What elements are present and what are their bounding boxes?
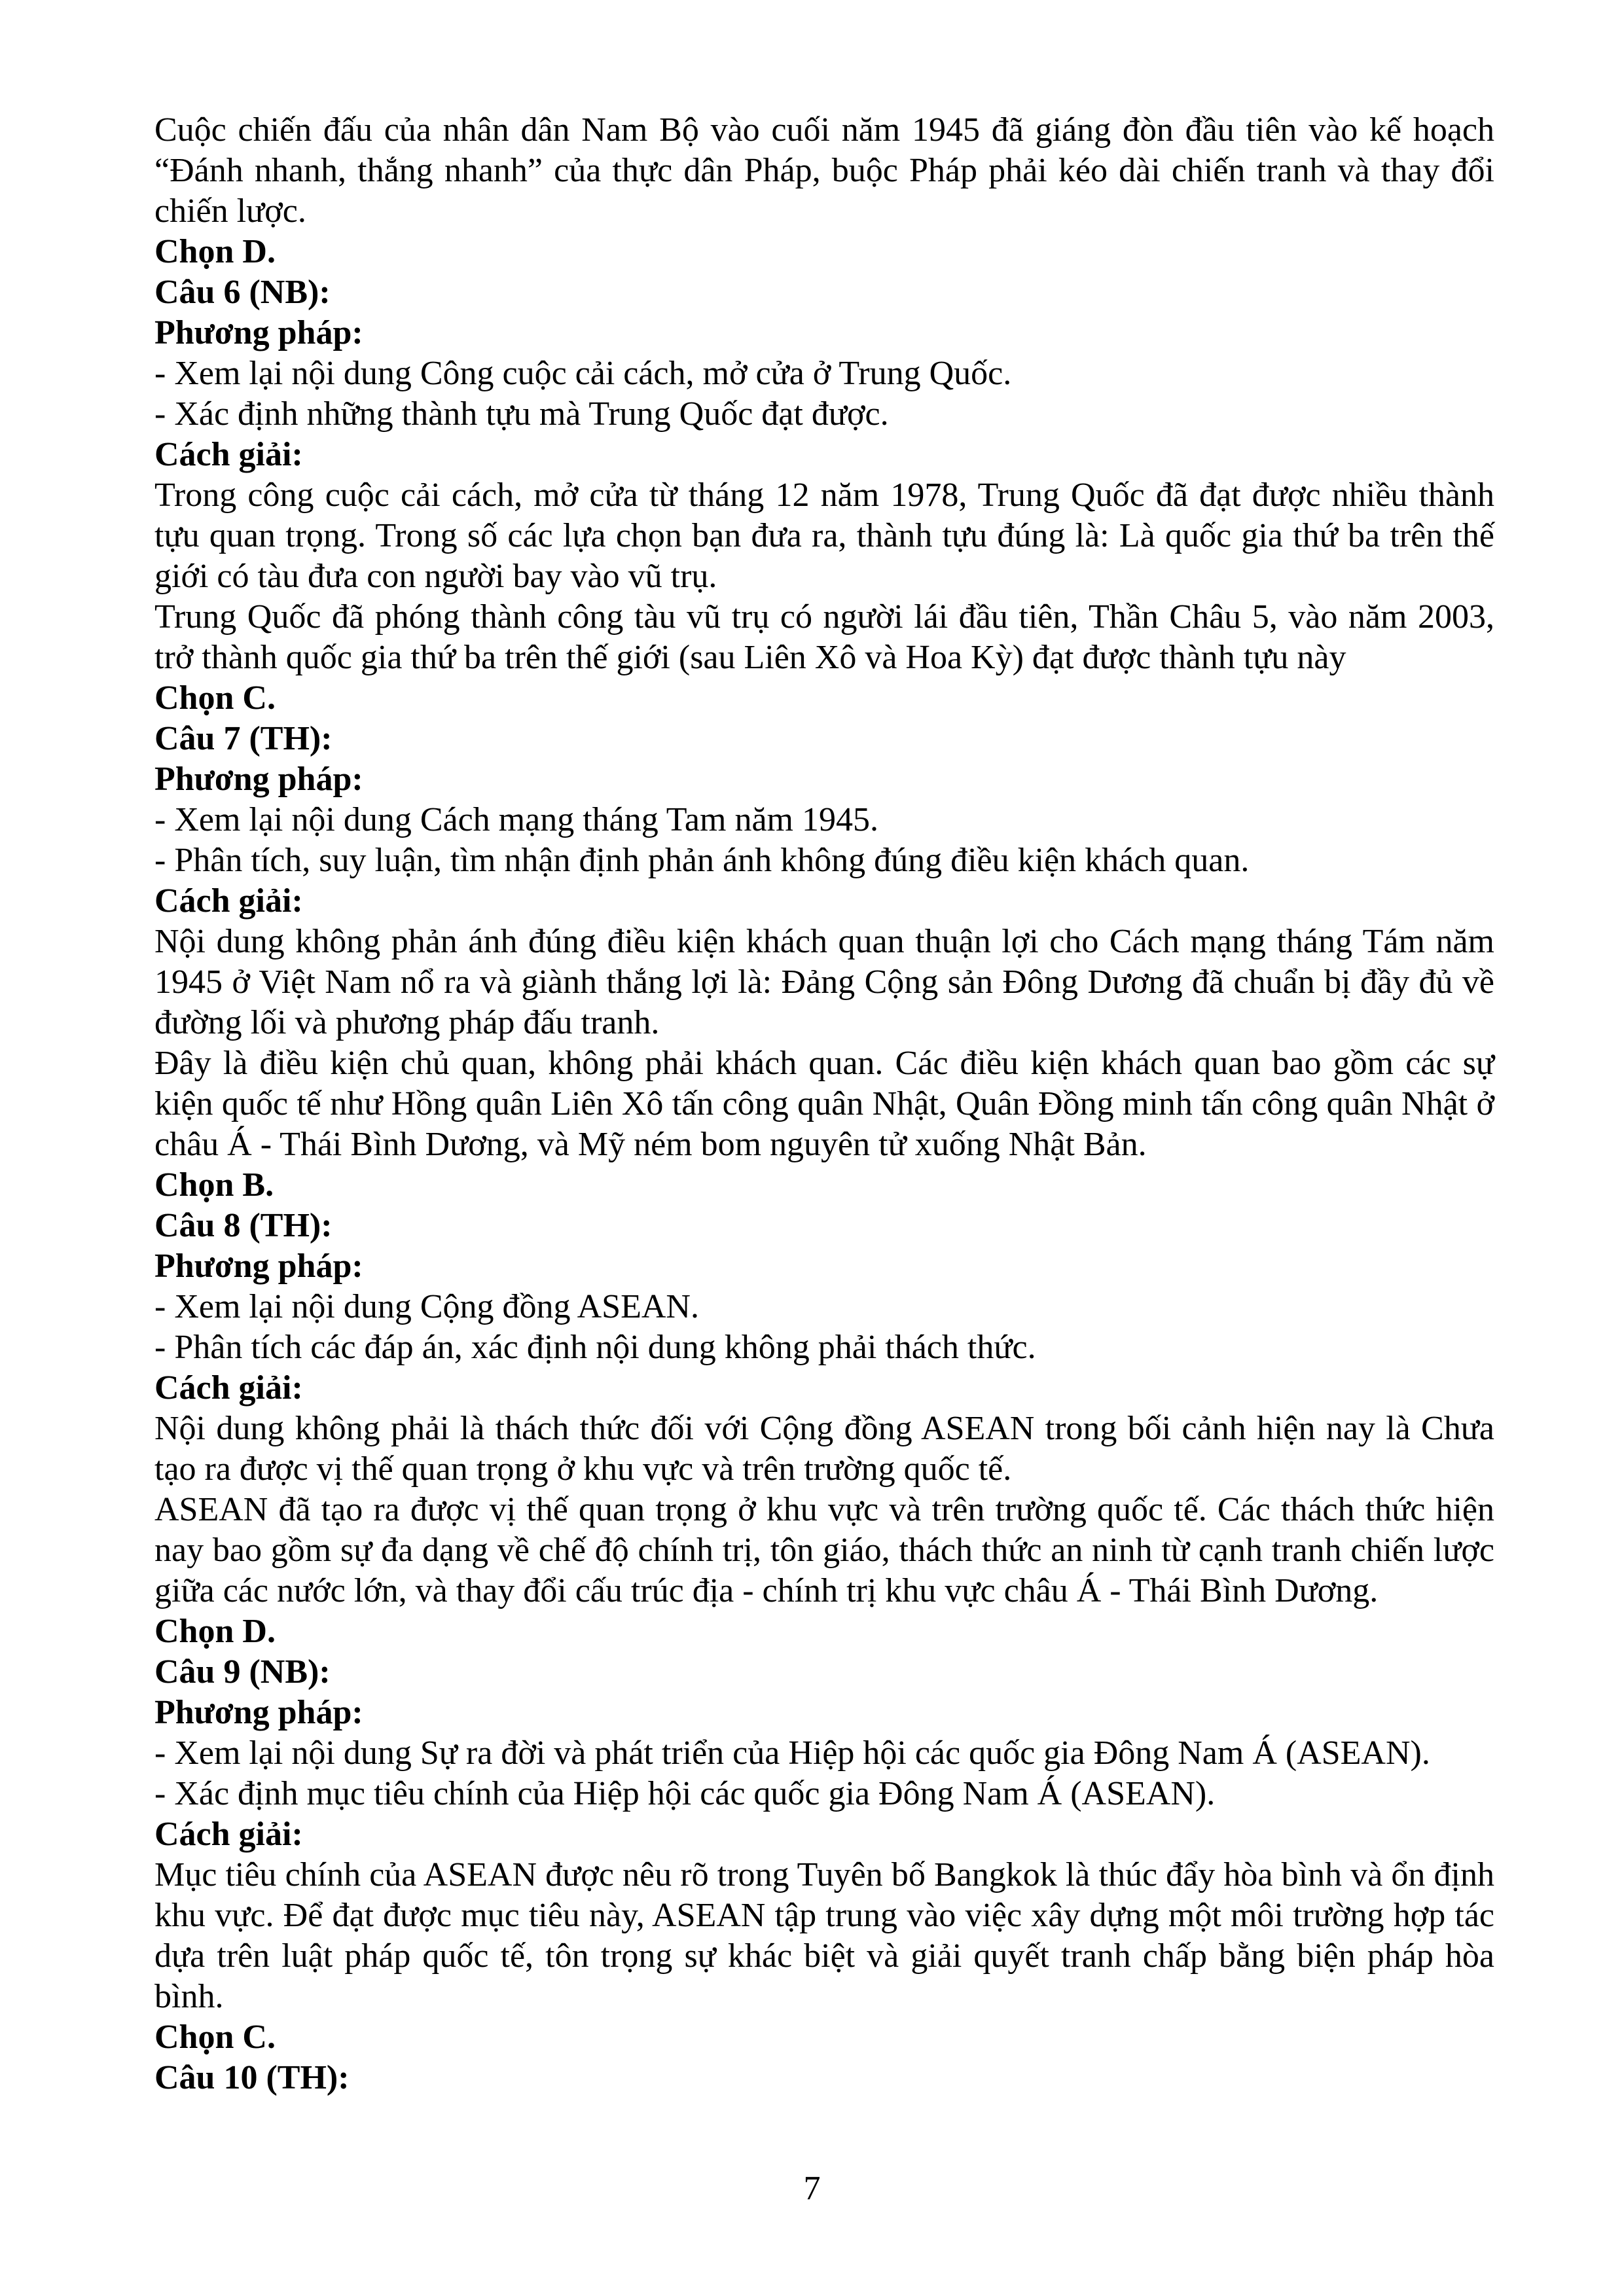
solution-paragraph: Trong công cuộc cải cách, mở cửa từ tháng 12 năm 1978, Trung Quốc đã đạt được nhiều thành tựu quan trọng. Trong số các lựa chọn bạn đưa ra, thành tựu đúng là: Là quốc gia thứ ba trên thế giới có tàu đưa con người bay vào vũ trụ. <box>154 476 1494 595</box>
question-heading: Câu 9 (NB): <box>154 1653 331 1691</box>
method-line: - Phân tích các đáp án, xác định nội dung không phải thách thức. <box>154 1329 1036 1366</box>
method-line: - Phân tích, suy luận, tìm nhận định phản ánh không đúng điều kiện khách quan. <box>154 842 1250 879</box>
method-line: - Xác định mục tiêu chính của Hiệp hội các quốc gia Đông Nam Á (ASEAN). <box>154 1775 1216 1812</box>
solution-paragraph: Trung Quốc đã phóng thành công tàu vũ trụ có người lái đầu tiên, Thần Châu 5, vào năm 2003, trở thành quốc gia thứ ba trên thế giới (sau Liên Xô và Hoa Kỳ) đạt được thành tựu này <box>154 598 1494 676</box>
method-label: Phương pháp: <box>154 1694 363 1731</box>
question-6 <box>154 272 1494 719</box>
method-line: - Xem lại nội dung Sự ra đời và phát triển của Hiệp hội các quốc gia Đông Nam Á (ASEAN). <box>154 1734 1430 1772</box>
document-page <box>154 110 1494 2098</box>
answer: Chọn D. <box>154 1613 276 1650</box>
question-heading: Câu 7 (TH): <box>154 720 333 757</box>
solution-paragraph: Mục tiêu chính của ASEAN được nêu rõ trong Tuyên bố Bangkok là thúc đẩy hòa bình và ổn định khu vực. Để đạt được mục tiêu này, ASEAN tập trung vào việc xây dựng một môi trường hợp tác dựa trên luật pháp quốc tế, tôn trọng sự khác biệt và giải quyết tranh chấp bằng biện pháp hòa bình. <box>154 1856 1494 2015</box>
method-line: - Xem lại nội dung Cộng đồng ASEAN. <box>154 1288 699 1325</box>
intro-paragraph: Cuộc chiến đấu của nhân dân Nam Bộ vào cuối năm 1945 đã giáng đòn đầu tiên vào kế hoạch “Đánh nhanh, thắng nhanh” của thực dân Pháp, buộc Pháp phải kéo dài chiến tranh và thay đổi chiến lược. <box>154 111 1494 230</box>
solution-paragraph: Nội dung không phản ánh đúng điều kiện khách quan thuận lợi cho Cách mạng tháng Tám năm 1945 ở Việt Nam nổ ra và giành thắng lợi là: Đảng Cộng sản Đông Dương đã chuẩn bị đầy đủ về đường lối và phương pháp đấu tranh. <box>154 923 1494 1041</box>
solution-paragraph: ASEAN đã tạo ra được vị thế quan trọng ở khu vực và trên trường quốc tế. Các thách thức hiện nay bao gồm sự đa dạng về chế độ chính trị, tôn giáo, thách thức an ninh từ cạnh tranh chiến lược giữa các nước lớn, và thay đổi cấu trúc địa - chính trị khu vực châu Á - Thái Bình Dương. <box>154 1491 1494 1609</box>
method-label: Phương pháp: <box>154 314 363 351</box>
question-heading: Câu 6 (NB): <box>154 274 331 311</box>
page-number: 7 <box>803 2170 821 2207</box>
method-line: - Xem lại nội dung Công cuộc cải cách, mở cửa ở Trung Quốc. <box>154 355 1012 392</box>
next-question-heading: Câu 10 (TH): <box>154 2059 350 2096</box>
solution-label: Cách giải: <box>154 1369 303 1407</box>
question-7 <box>154 719 1494 1206</box>
method-label: Phương pháp: <box>154 1247 363 1285</box>
question-9 <box>154 1652 1494 2058</box>
solution-paragraph: Nội dung không phải là thách thức đối với Cộng đồng ASEAN trong bối cảnh hiện nay là Chưa tạo ra được vị thế quan trọng ở khu vực và trên trường quốc tế. <box>154 1410 1494 1488</box>
answer: Chọn B. <box>154 1166 274 1204</box>
method-line: - Xem lại nội dung Cách mạng tháng Tam năm 1945. <box>154 801 878 838</box>
intro-answer: Chọn D. <box>154 233 276 270</box>
solution-label: Cách giải: <box>154 882 303 920</box>
answer: Chọn C. <box>154 679 276 717</box>
question-8 <box>154 1206 1494 1652</box>
question-heading: Câu 8 (TH): <box>154 1207 333 1244</box>
method-line: - Xác định những thành tựu mà Trung Quốc đạt được. <box>154 395 889 433</box>
solution-label: Cách giải: <box>154 1816 303 1853</box>
method-label: Phương pháp: <box>154 761 363 798</box>
answer: Chọn C. <box>154 2018 276 2056</box>
solution-paragraph: Đây là điều kiện chủ quan, không phải khách quan. Các điều kiện khách quan bao gồm các sự kiện quốc tế như Hồng quân Liên Xô tấn công quân Nhật, Quân Đồng minh tấn công quân Nhật ở châu Á - Thái Bình Dương, và Mỹ ném bom nguyên tử xuống Nhật Bản. <box>154 1045 1494 1163</box>
solution-label: Cách giải: <box>154 436 303 473</box>
